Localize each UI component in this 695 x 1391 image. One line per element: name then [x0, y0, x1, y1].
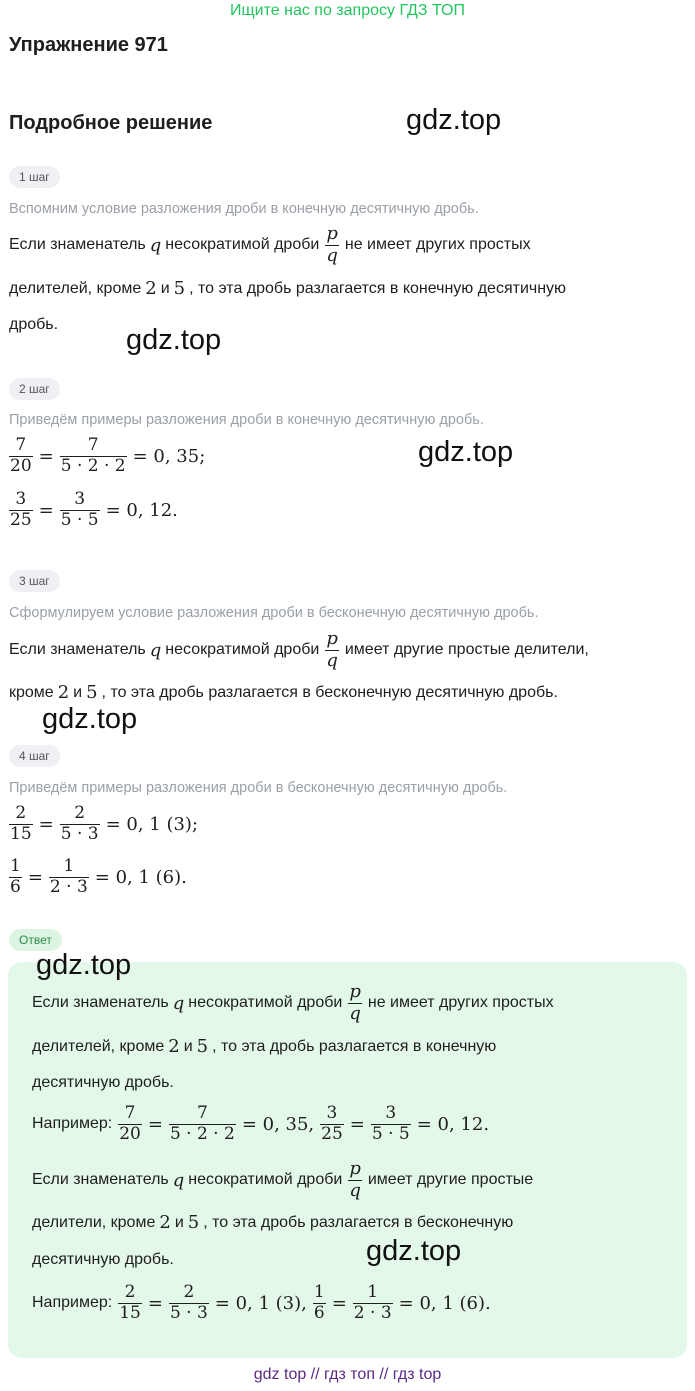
- section-title: Подробное решение: [9, 112, 213, 134]
- footer-links[interactable]: gdz top // гдз топ // гдз top: [253, 1366, 442, 1383]
- answer-text-line: десятичную дробь.: [32, 1074, 174, 1091]
- step-badge: 2 шаг: [9, 378, 60, 400]
- page-title: Упражнение 971: [9, 34, 168, 56]
- step-text-line: дробь.: [9, 316, 59, 333]
- math-equation: $\frac{1}{6}$ = $\frac{1}{2 \cdot 3}$ = 0, 1 (6).: [10, 856, 187, 897]
- math-equation: $\frac{7}{20}$ = $\frac{7}{5 \cdot 2 \cdot 2}$ = 0, 35;: [10, 435, 206, 476]
- step-hint: Сформулируем условие разложения дроби в бесконечную десятичную дробь.: [9, 605, 539, 621]
- answer-text-line: десятичную дробь.: [32, 1251, 174, 1268]
- step-badge: 3 шаг: [9, 570, 60, 592]
- answer-example: Например: $\frac{7}{20}$ = $\frac{7}{5 \cdot 2 \cdot 2}$ = 0, 35, $\frac{3}{25}$ = $\frac{3}{5 \cdot 5}$ = 0, 12.: [32, 1103, 490, 1144]
- watermark: gdz.top: [418, 436, 514, 468]
- fraction: $\frac{p}{q}$: [326, 222, 338, 266]
- step-badge: 4 шаг: [9, 745, 60, 767]
- step-hint: Приведём примеры разложения дроби в бесконечную десятичную дробь.: [9, 780, 508, 796]
- search-banner: Ищите нас по запросу ГДЗ ТОП: [230, 2, 465, 19]
- watermark: gdz.top: [36, 949, 132, 981]
- step-text-line: Если знаменатель q несократимой дроби $\frac{p}{q}$ имеет другие простые делители,: [9, 627, 589, 671]
- math-equation: $\frac{3}{25}$ = $\frac{3}{5 \cdot 5}$ = 0, 12.: [10, 489, 178, 530]
- math-equation: $\frac{2}{15}$ = $\frac{2}{5 \cdot 3}$ = 0, 1 (3);: [10, 803, 199, 844]
- step-text-line: Если знаменатель q несократимой дроби $\frac{p}{q}$ не имеет других простых: [9, 222, 531, 266]
- fraction: $\frac{p}{q}$: [326, 627, 338, 671]
- answer-text-line: делители, кроме 2 и 5 , то эта дробь разлагается в бесконечную: [32, 1212, 514, 1233]
- step-badge: 1 шаг: [9, 166, 60, 188]
- answer-text-line: делителей, кроме 2 и 5 , то эта дробь разлагается в конечную: [32, 1036, 497, 1057]
- answer-text-line: Если знаменатель q несократимой дроби $\frac{p}{q}$ не имеет других простых: [32, 980, 554, 1024]
- watermark: gdz.top: [126, 324, 222, 356]
- step-hint: Вспомним условие разложения дроби в конечную десятичную дробь.: [9, 201, 479, 217]
- answer-example: Например: $\frac{2}{15}$ = $\frac{2}{5 \cdot 3}$ = 0, 1 (3), $\frac{1}{6}$ = $\frac{1}{2 \cdot 3}$ = 0, 1 (6).: [32, 1282, 491, 1323]
- answer-badge: Ответ: [9, 929, 62, 951]
- watermark: gdz.top: [406, 104, 502, 136]
- step-text-line: делителей, кроме 2 и 5 , то эта дробь разлагается в конечную десятичную: [9, 278, 567, 299]
- watermark: gdz.top: [366, 1235, 462, 1267]
- watermark: gdz.top: [42, 703, 138, 735]
- answer-text-line: Если знаменатель q несократимой дроби $\frac{p}{q}$ имеет другие простые: [32, 1157, 534, 1201]
- fraction: $\frac{p}{q}$: [349, 1157, 361, 1201]
- fraction: $\frac{p}{q}$: [349, 980, 361, 1024]
- step-text-line: кроме 2 и 5 , то эта дробь разлагается в бесконечную десятичную дробь.: [9, 682, 558, 703]
- step-hint: Приведём примеры разложения дроби в конечную десятичную дробь.: [9, 412, 484, 428]
